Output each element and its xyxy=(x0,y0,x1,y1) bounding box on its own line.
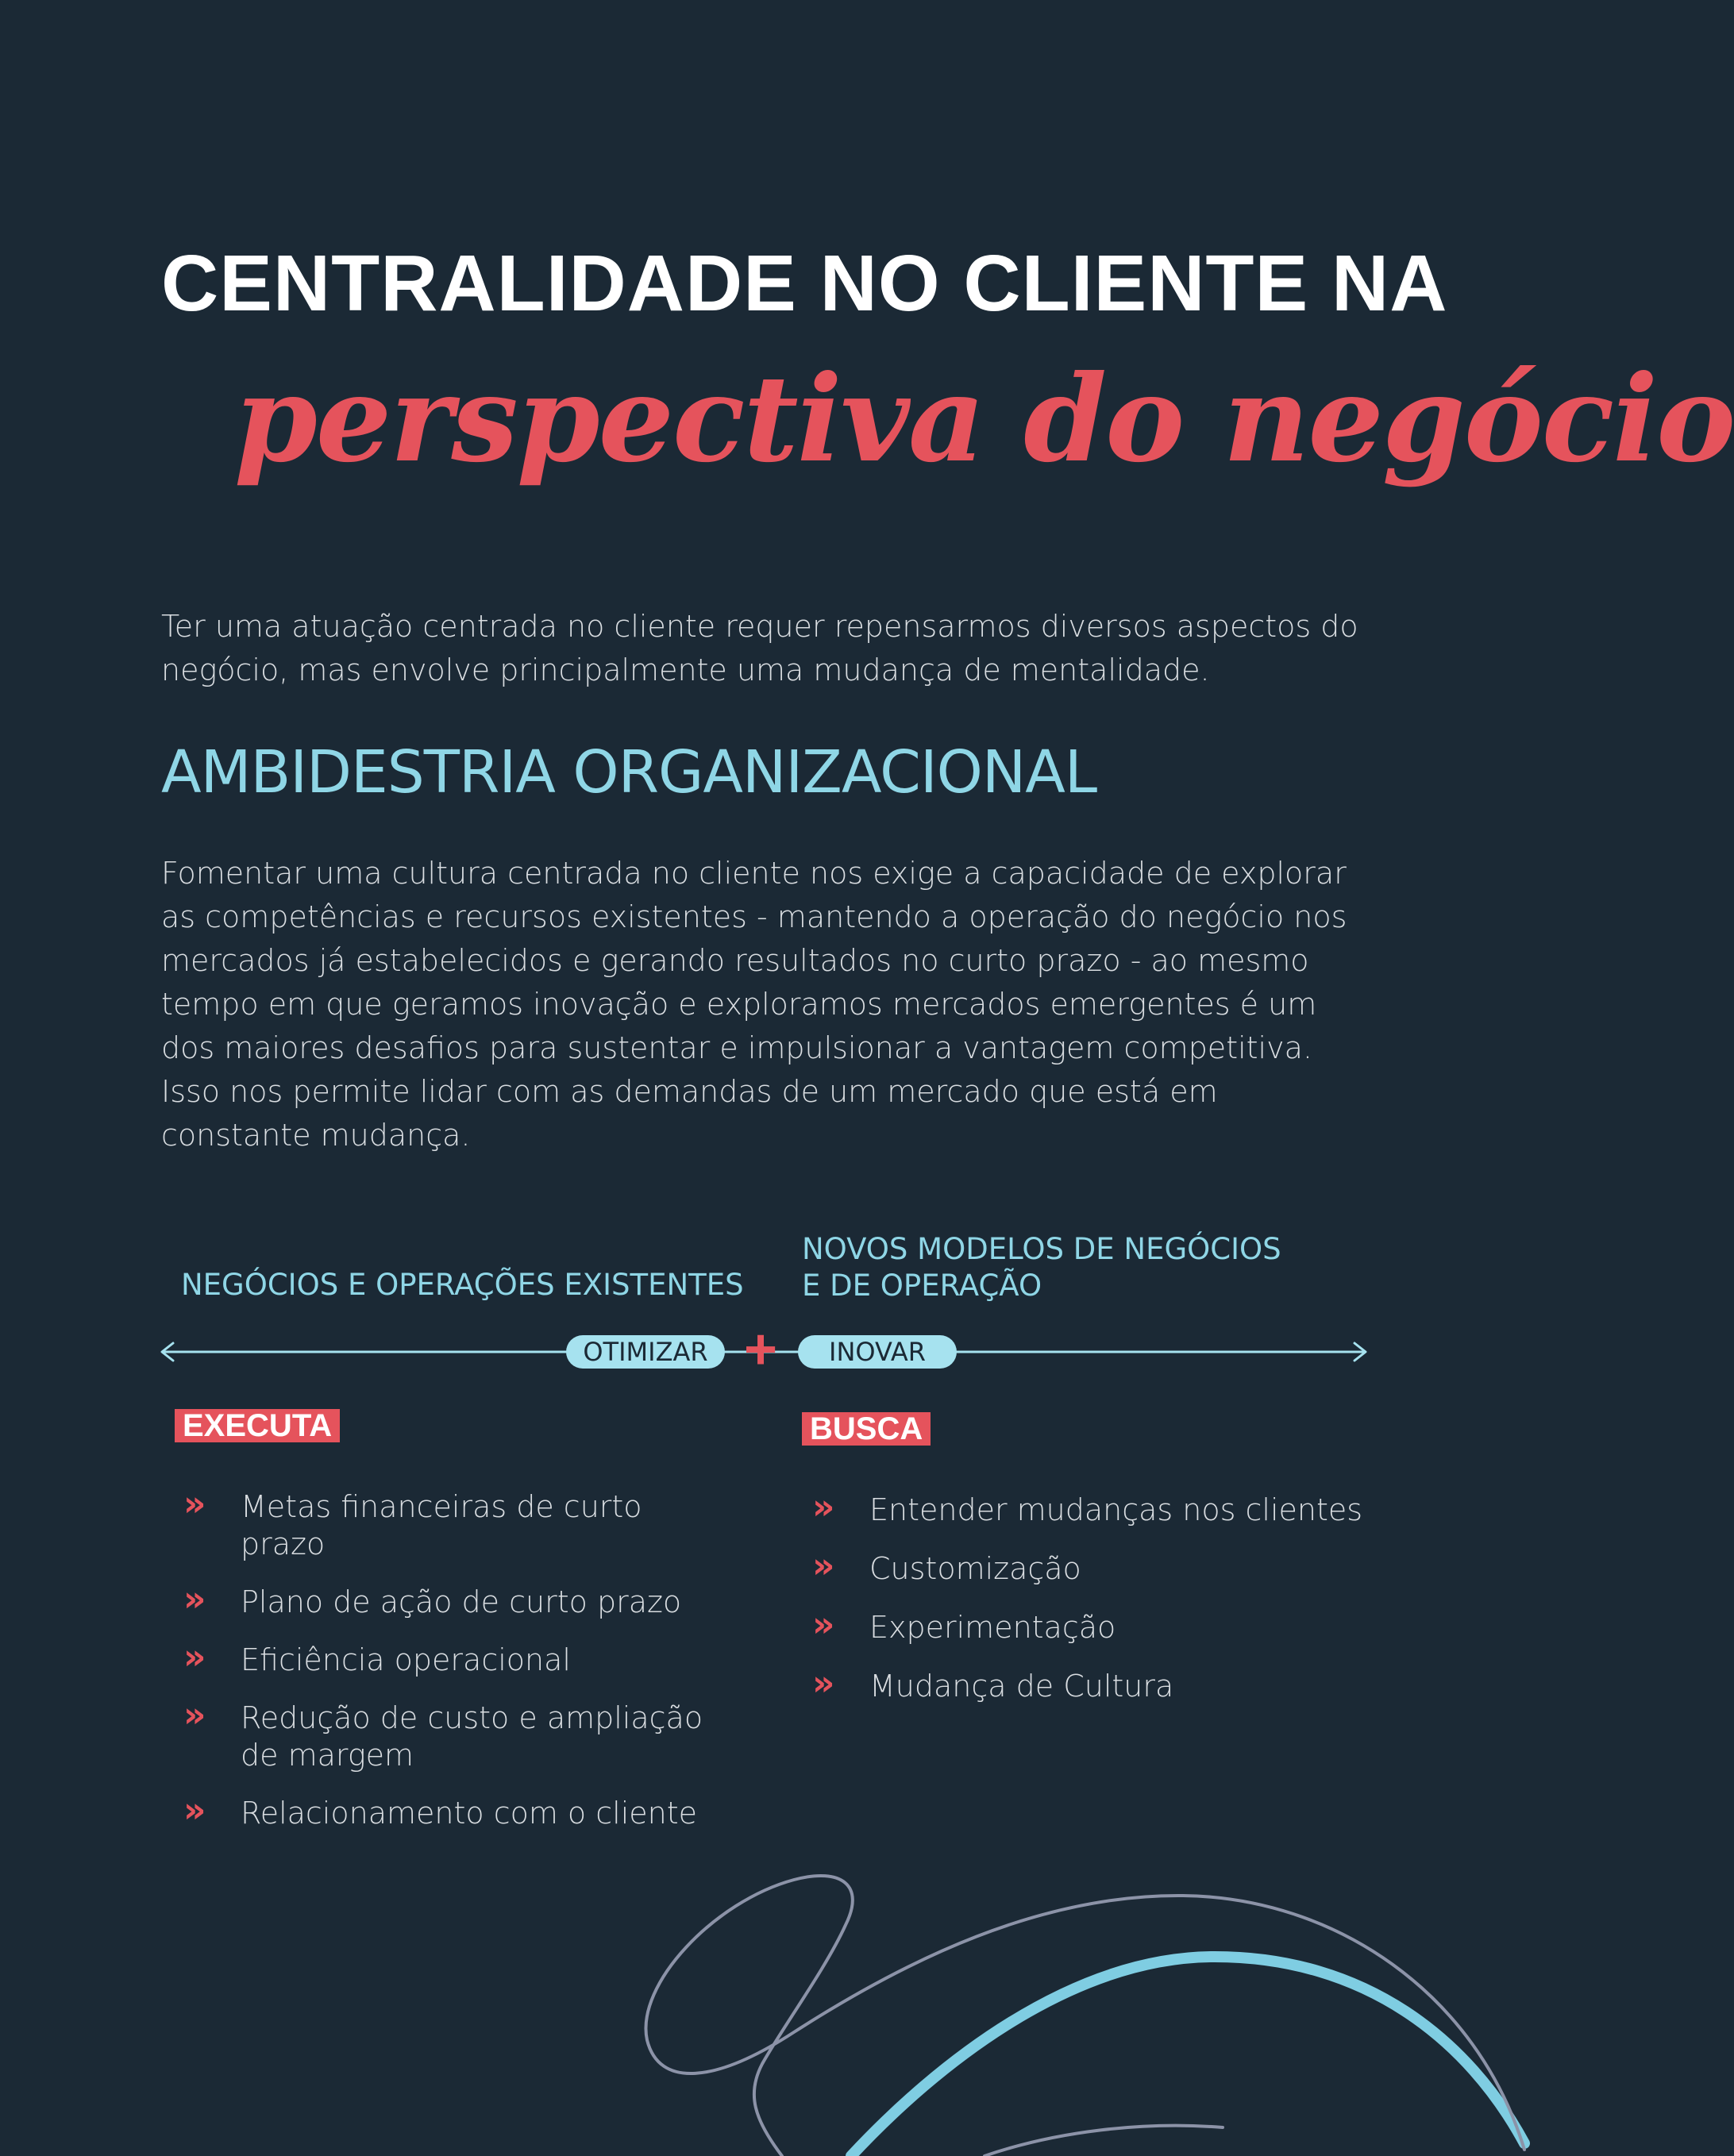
innovate-pill: INOVAR xyxy=(798,1335,957,1369)
double-arrow-axis xyxy=(159,1318,1370,1381)
double-chevron-icon: » xyxy=(183,1637,206,1677)
right-column-heading-line1: NOVOS MODELOS DE NEGÓCIOS xyxy=(802,1232,1281,1266)
list-item-label: Relacionamento com o cliente xyxy=(241,1796,698,1831)
execute-list xyxy=(161,1484,733,1853)
right-column-heading xyxy=(802,1231,1281,1304)
search-tag: BUSCA xyxy=(802,1412,931,1446)
list-item-label: Eficiência operacional xyxy=(241,1642,571,1677)
double-chevron-icon: » xyxy=(183,1790,206,1831)
double-chevron-icon: » xyxy=(812,1546,835,1586)
list-item-label: Metas financeiras de curto prazo xyxy=(241,1489,642,1561)
list-item xyxy=(790,1487,1393,1529)
double-chevron-icon: » xyxy=(812,1663,835,1704)
double-chevron-icon: » xyxy=(183,1484,206,1524)
list-item xyxy=(790,1604,1393,1646)
list-item-label: Experimentação xyxy=(869,1610,1116,1645)
list-item xyxy=(790,1663,1393,1705)
double-chevron-icon: » xyxy=(812,1604,835,1645)
grey-lower-line xyxy=(985,2126,1223,2156)
list-item xyxy=(161,1484,733,1563)
execute-tag: EXECUTA xyxy=(175,1409,340,1442)
search-list xyxy=(790,1487,1393,1727)
double-chevron-icon: » xyxy=(183,1579,206,1619)
list-item xyxy=(790,1546,1393,1588)
double-chevron-icon: » xyxy=(812,1487,835,1527)
list-item-label: Entender mudanças nos clientes xyxy=(869,1492,1363,1527)
script-subtitle: perspectiva do negócio xyxy=(234,349,1734,489)
section-heading: AMBIDESTRIA ORGANIZACIONAL xyxy=(161,738,1097,807)
body-paragraph: Fomentar uma cultura centrada no cliente nos exige a capacidade de explorar as competências e recursos existentes - mantendo a operação do negócio nos mercados já estabelecidos e gerando resultados no curto prazo - ao mesmo tempo em que geramos inovação e exploramos mercados emergentes é um dos maiores desafios para sustentar e impulsionar a vantagem competitiva. Isso nos permite lidar com as demandas de um mercado que está em constante mudança. xyxy=(161,856,1347,1153)
page-title: CENTRALIDADE NO CLIENTE NA xyxy=(161,239,1448,328)
list-item-label: Plano de ação de curto prazo xyxy=(241,1584,682,1619)
list-item xyxy=(161,1579,733,1621)
list-item xyxy=(161,1637,733,1679)
list-item-label: Redução de custo e ampliação de margem xyxy=(241,1700,703,1773)
grey-loop-line xyxy=(645,1876,1524,2156)
decorative-swirl xyxy=(0,1826,1524,2156)
optimize-pill: OTIMIZAR xyxy=(566,1335,725,1369)
intro-paragraph: Ter uma atuação centrada no cliente requer repensarmos diversos aspectos do negócio, mas envolve principalmente uma mudança de mentalidade. xyxy=(161,609,1358,687)
list-item-label: Customização xyxy=(869,1551,1081,1586)
plus-icon: + xyxy=(743,1318,778,1381)
list-item-label: Mudança de Cultura xyxy=(869,1669,1174,1704)
left-column-heading: NEGÓCIOS E OPERAÇÕES EXISTENTES xyxy=(181,1268,744,1302)
right-column-heading-line2: E DE OPERAÇÃO xyxy=(802,1269,1042,1303)
double-chevron-icon: » xyxy=(183,1695,206,1735)
list-item xyxy=(161,1695,733,1774)
